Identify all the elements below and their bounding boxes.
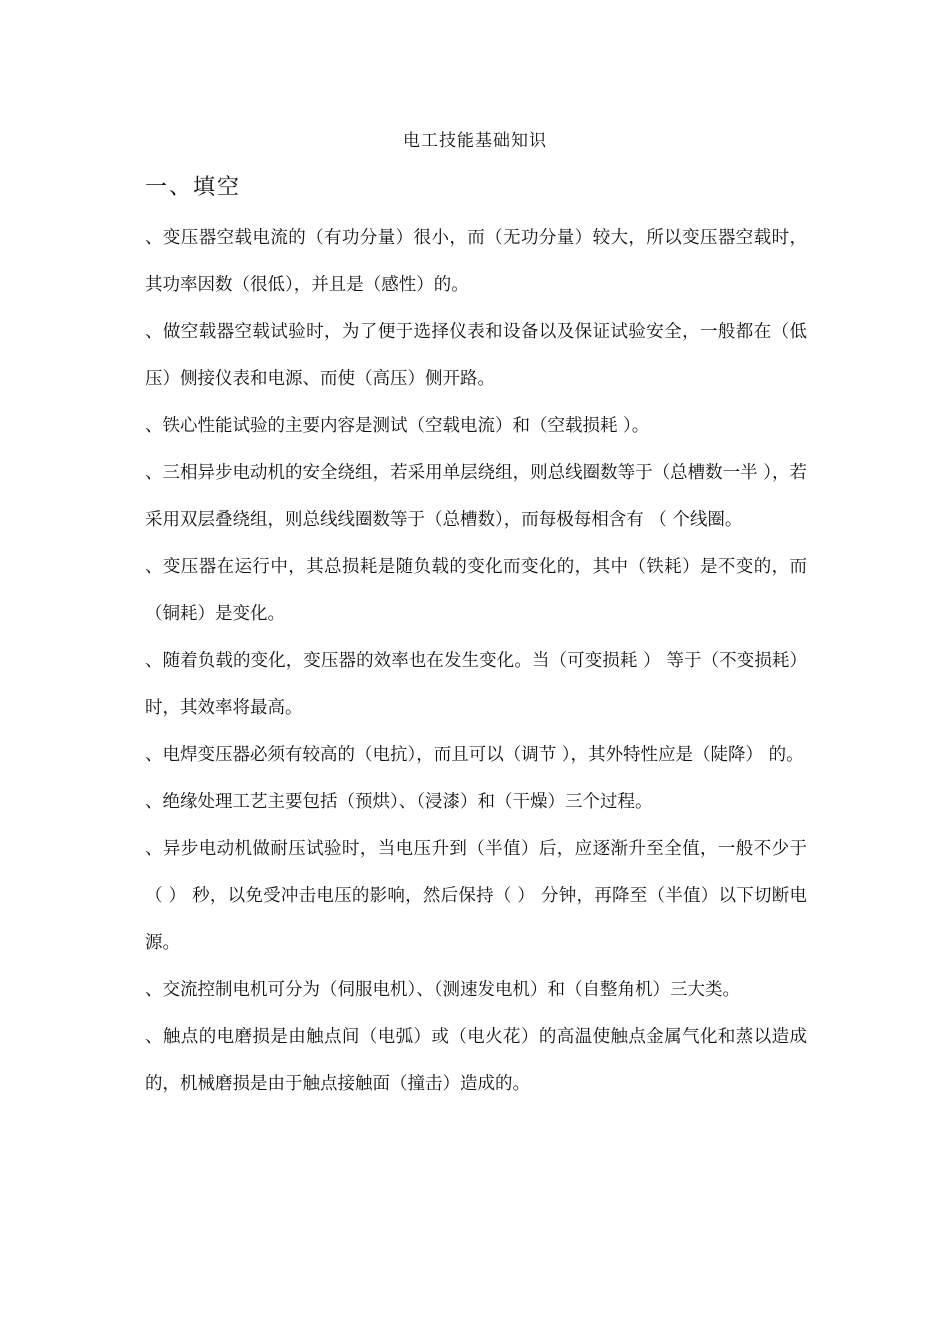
paragraph-6: 、随着负载的变化，变压器的效率也在发生变化。当（可变损耗 ） 等于（不变损耗）时，其效率将最高。 [145,651,807,718]
paragraph-4: 、三相异步电动机的安全绕组，若采用单层绕组，则总线圈数等于（总槽数一半 ），若采用双层叠绕组，则总线线圈数等于（总槽数），而每极每相含有 （ 个线圈。 [145,463,807,530]
paragraph-3: 、铁心性能试验的主要内容是测试（空载电流）和（空载损耗 ）。 [145,416,650,436]
paragraph-5: 、变压器在运行中，其总损耗是随负载的变化而变化的，其中（铁耗）是不变的，而（铜耗）是变化。 [145,557,807,624]
paragraph-9: 、异步电动机做耐压试验时，当电压升到（半值）后，应逐渐升至全值，一般不少于（ ） 秒，以免受冲击电压的影响，然后保持（ ） 分钟，再降至（半值）以下切断电源。 [145,839,807,953]
paragraph-8: 、绝缘处理工艺主要包括（预烘）、（浸漆）和（干燥）三个过程。 [145,792,653,812]
section-heading: 一、填空 [145,175,242,200]
paragraph-11: 、触点的电磨损是由触点间（电弧）或（电火花）的高温使触点金属气化和蒸以造成的，机械磨损是由于触点接触面（撞击）造成的。 [145,1027,807,1094]
paragraph-2: 、做空载器空载试验时，为了便于选择仪表和设备以及保证试验安全，一般都在（低压）侧接仪表和电源、而使（高压）侧开路。 [145,322,807,389]
paragraph-10: 、交流控制电机可分为（伺服电机）、（测速发电机）和（自整角机）三大类。 [145,980,740,1000]
document-title: 电工技能基础知识 [403,131,547,151]
document-body [145,215,807,1108]
paragraph-7: 、电焊变压器必须有较高的（电抗），而且可以（调节 ），其外特性应是（陡降） 的。 [145,745,804,765]
paragraph-1: 、变压器空载电流的（有功分量）很小，而（无功分量）较大，所以变压器空载时，其功率因数（很低），并且是（感性）的。 [145,228,807,295]
